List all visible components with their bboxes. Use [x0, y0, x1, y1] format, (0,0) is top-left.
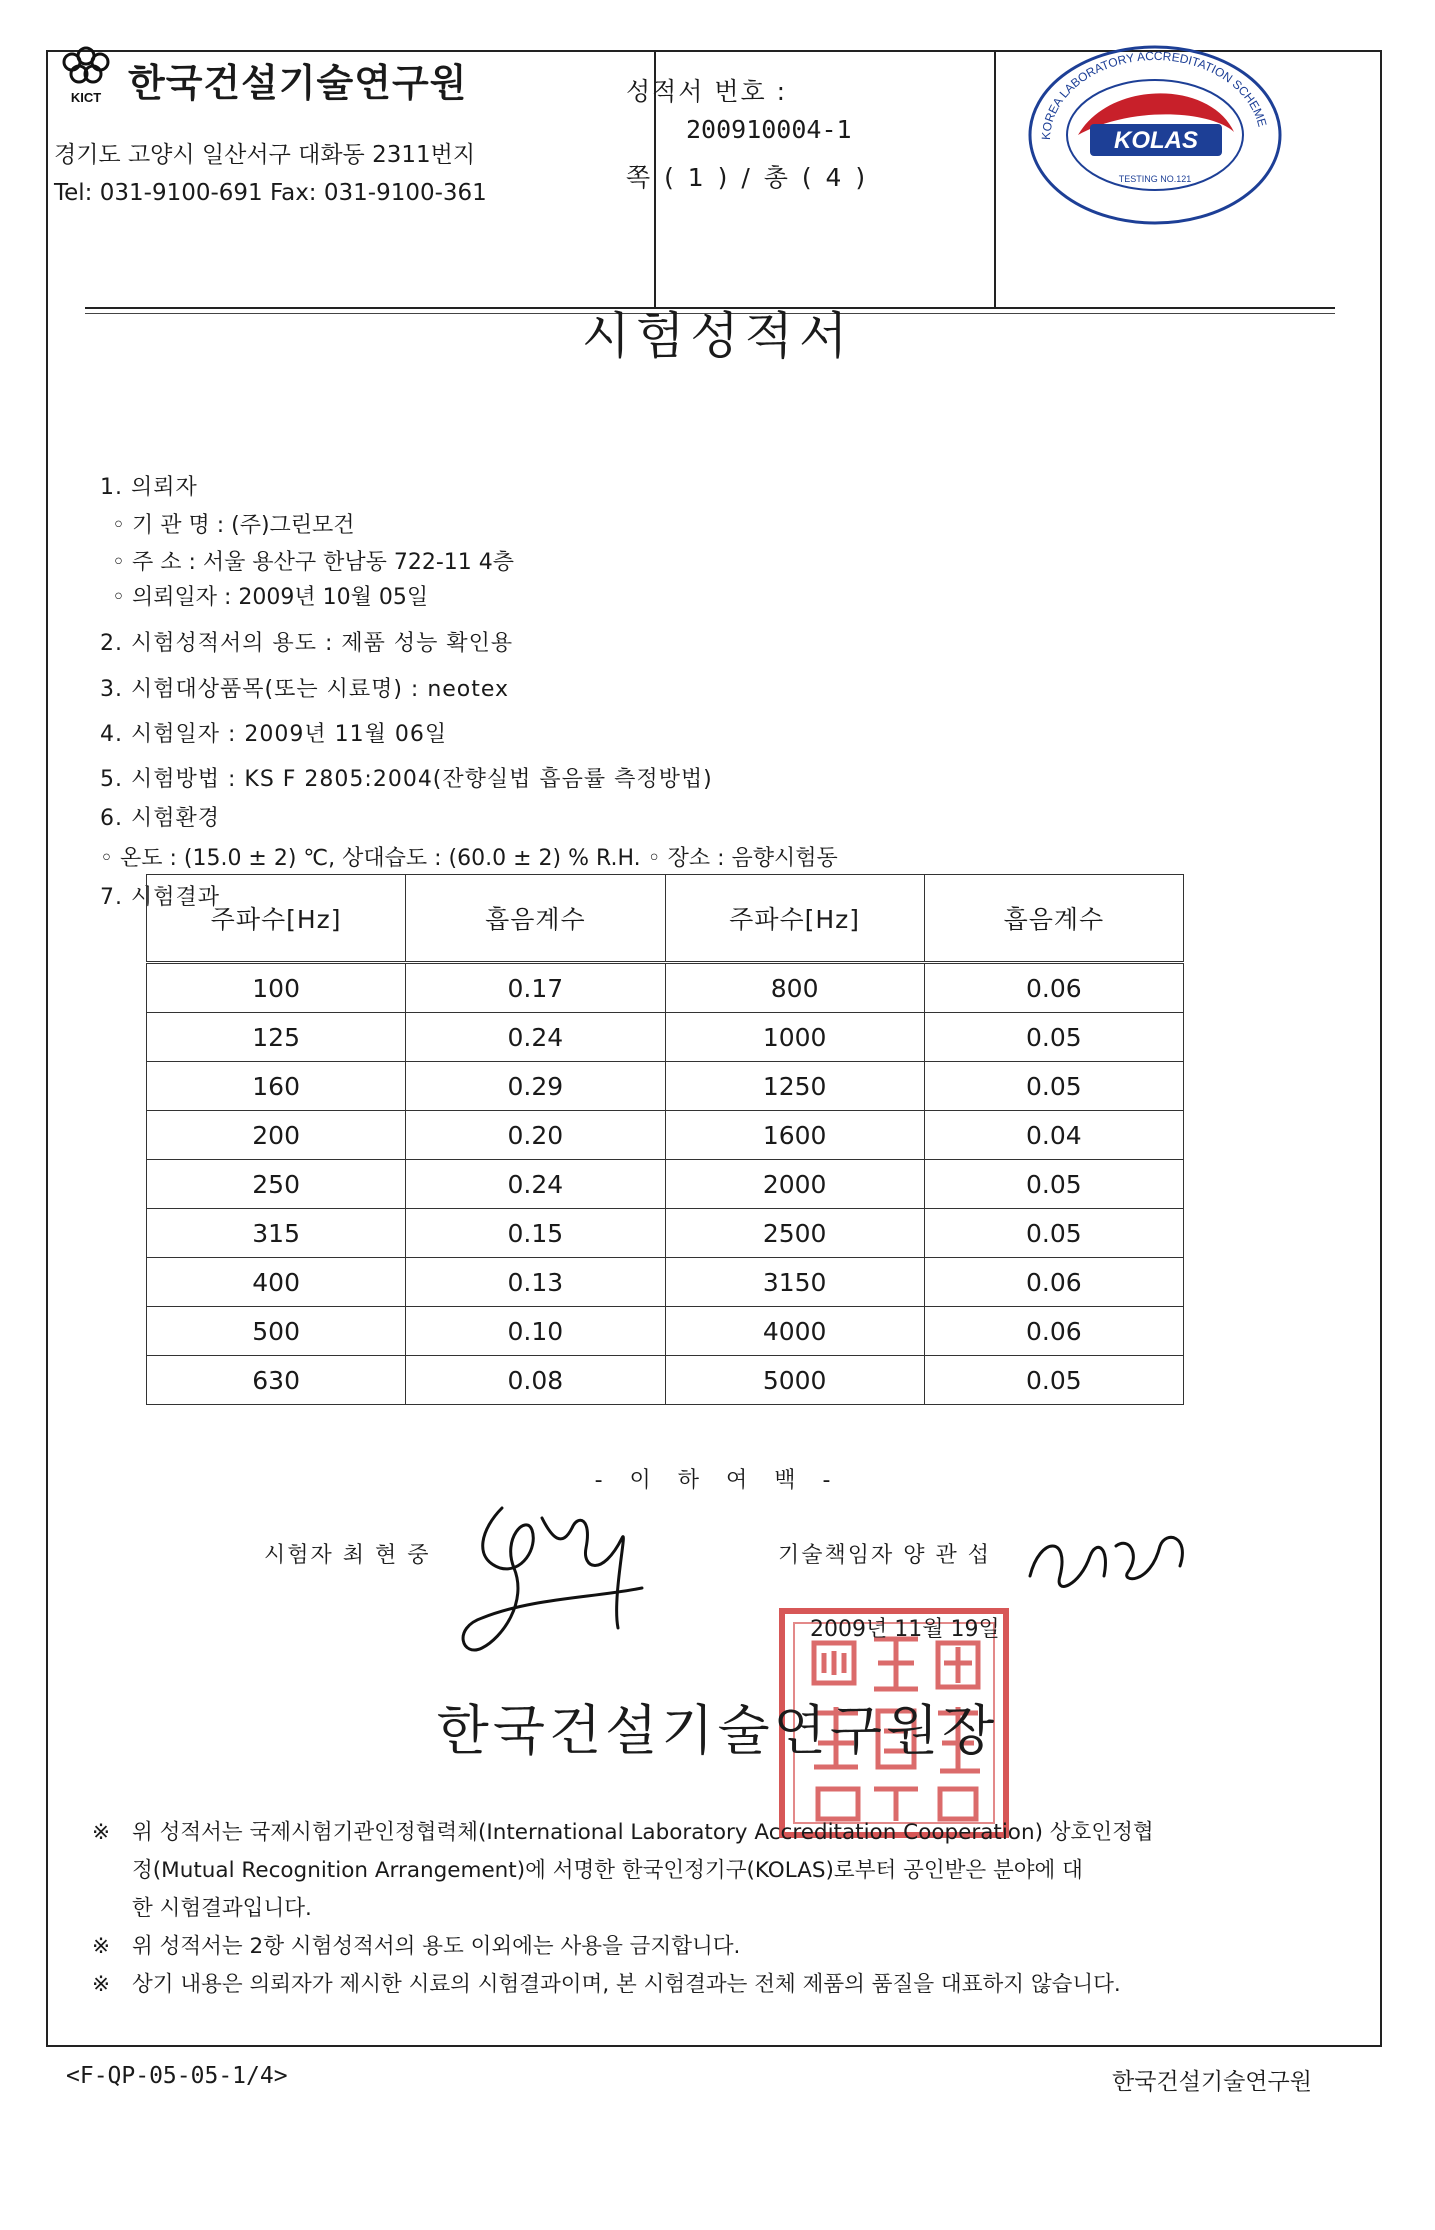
note-1-cont	[92, 1852, 1342, 1890]
org-tel-fax: Tel: 031-9100-691 Fax: 031-9100-361	[54, 180, 487, 206]
header-divider	[994, 52, 996, 307]
table-cell: 2500	[665, 1209, 924, 1258]
report-number-label: 성적서 번호 :	[626, 77, 788, 106]
note-2	[92, 1928, 1342, 1966]
tech-manager-signature-icon	[1020, 1516, 1200, 1606]
header-cell: 흡음계수	[406, 875, 665, 963]
table-cell: 0.05	[924, 1356, 1183, 1405]
table-row	[147, 1111, 1184, 1160]
table-header-row	[147, 875, 1184, 963]
blank-below-mark: - 이 하 여 백 -	[594, 1468, 841, 1493]
method-line: 5. 시험방법 : KS F 2805:2004(잔향실법 흡음률 측정방법)	[100, 767, 713, 792]
table-row	[147, 1013, 1184, 1062]
client-heading: 1. 의뢰자	[100, 475, 198, 500]
client-address: ◦ 주 소 : 서울 용산구 한남동 722-11 4층	[112, 550, 515, 575]
note-text: 상기 내용은 의뢰자가 제시한 시료의 시험결과이며, 본 시험결과는 전체 제품의 품질을 대표하지 않습니다.	[132, 1972, 1121, 1997]
table-cell: 0.17	[406, 963, 665, 1013]
table-cell: 5000	[665, 1356, 924, 1405]
logo-text: KICT	[70, 90, 102, 105]
client-request-date: ◦ 의뢰일자 : 2009년 10월 05일	[112, 585, 429, 610]
table-cell: 0.15	[406, 1209, 665, 1258]
notes	[92, 1814, 1342, 2004]
table-cell: 1600	[665, 1111, 924, 1160]
note-text: 정(Mutual Recognition Arrangement)에 서명한 한국인정기구(KOLAS)로부터 공인받은 분야에 대	[132, 1858, 1083, 1883]
kolas-arc-text: KOREA LABORATORY ACCREDITATION SCHEME	[1038, 48, 1270, 141]
form-code: <F-QP-05-05-1/4>	[66, 2063, 288, 2089]
note-3	[92, 1966, 1342, 2004]
note-text: 위 성적서는 국제시험기관인정협력체(International Laboratory Accreditation Cooperation) 상호인정협	[132, 1820, 1154, 1845]
table-cell: 3150	[665, 1258, 924, 1307]
table-cell: 0.13	[406, 1258, 665, 1307]
table-row	[147, 1209, 1184, 1258]
table-cell: 4000	[665, 1307, 924, 1356]
issue-date: 2009년 11월 19일	[810, 1617, 1000, 1642]
note-marker: ※	[92, 1820, 111, 1845]
table-cell: 800	[665, 963, 924, 1013]
tech-manager-name: 기술책임자 양 관 섭	[778, 1543, 991, 1568]
table-cell: 500	[147, 1307, 406, 1356]
org-name: 한국건설기술연구원	[128, 61, 468, 105]
table-cell: 0.05	[924, 1062, 1183, 1111]
document-title: 시험성적서	[581, 307, 854, 365]
table-cell: 0.06	[924, 1307, 1183, 1356]
page-info: 쪽 ( 1 ) / 총 ( 4 )	[626, 163, 869, 192]
table-cell: 315	[147, 1209, 406, 1258]
kolas-name: KOLAS	[1114, 127, 1198, 154]
note-marker: ※	[92, 1972, 111, 1997]
table-cell: 0.24	[406, 1013, 665, 1062]
tester-signature-icon	[442, 1478, 662, 1678]
env-line: ◦ 온도 : (15.0 ± 2) ℃, 상대습도 : (60.0 ± 2) % R.H. ◦ 장소 : 음향시험동	[100, 846, 838, 871]
kolas-testing-no: TESTING NO.121	[1118, 174, 1192, 184]
table-cell: 0.24	[406, 1160, 665, 1209]
table-cell: 0.05	[924, 1160, 1183, 1209]
results-table	[146, 874, 1184, 1405]
table-cell: 630	[147, 1356, 406, 1405]
issuer-title: 한국건설기술연구원장	[436, 1699, 999, 1762]
table-cell: 250	[147, 1160, 406, 1209]
note-marker: ※	[92, 1934, 111, 1959]
note-text: 위 성적서는 2항 시험성적서의 용도 이외에는 사용을 금지합니다.	[132, 1934, 741, 1959]
table-cell: 2000	[665, 1160, 924, 1209]
test-date-line: 4. 시험일자 : 2009년 11월 06일	[100, 722, 448, 747]
kolas-logo-icon	[1020, 40, 1290, 230]
table-cell: 0.20	[406, 1111, 665, 1160]
table-cell: 0.05	[924, 1013, 1183, 1062]
table-cell: 0.05	[924, 1209, 1183, 1258]
usage-line: 2. 시험성적서의 용도 : 제품 성능 확인용	[100, 631, 514, 656]
table-cell: 0.04	[924, 1111, 1183, 1160]
header-cell: 흡음계수	[924, 875, 1183, 963]
org-address: 경기도 고양시 일산서구 대화동 2311번지	[54, 142, 476, 168]
table-cell: 0.29	[406, 1062, 665, 1111]
table-cell: 0.10	[406, 1307, 665, 1356]
table-cell: 0.06	[924, 1258, 1183, 1307]
item-line: 3. 시험대상품목(또는 시료명) : neotex	[100, 677, 510, 702]
table-cell: 160	[147, 1062, 406, 1111]
tester-name: 시험자 최 현 중	[264, 1543, 431, 1568]
footer-org: 한국건설기술연구원	[1112, 2069, 1312, 2095]
header-cell: 주파수[Hz]	[147, 875, 406, 963]
table-cell: 400	[147, 1258, 406, 1307]
table-row	[147, 963, 1184, 1013]
table-row	[147, 1356, 1184, 1405]
table-cell: 125	[147, 1013, 406, 1062]
table-cell: 1250	[665, 1062, 924, 1111]
table-row	[147, 1160, 1184, 1209]
header-cell: 주파수[Hz]	[665, 875, 924, 963]
table-cell: 100	[147, 963, 406, 1013]
note-1	[92, 1814, 1342, 1852]
table-row	[147, 1062, 1184, 1111]
client-org: ◦ 기 관 명 : (주)그린모건	[112, 513, 355, 538]
table-cell: 0.06	[924, 963, 1183, 1013]
table-cell: 0.08	[406, 1356, 665, 1405]
result-heading: 7. 시험결과	[100, 885, 220, 910]
kict-logo-icon	[56, 46, 116, 106]
env-heading: 6. 시험환경	[100, 806, 220, 831]
table-cell: 200	[147, 1111, 406, 1160]
note-1-cont	[92, 1890, 1342, 1928]
note-text: 한 시험결과입니다.	[132, 1896, 312, 1921]
table-row	[147, 1258, 1184, 1307]
table-row	[147, 1307, 1184, 1356]
table-cell: 1000	[665, 1013, 924, 1062]
report-number: 200910004-1	[686, 115, 852, 144]
